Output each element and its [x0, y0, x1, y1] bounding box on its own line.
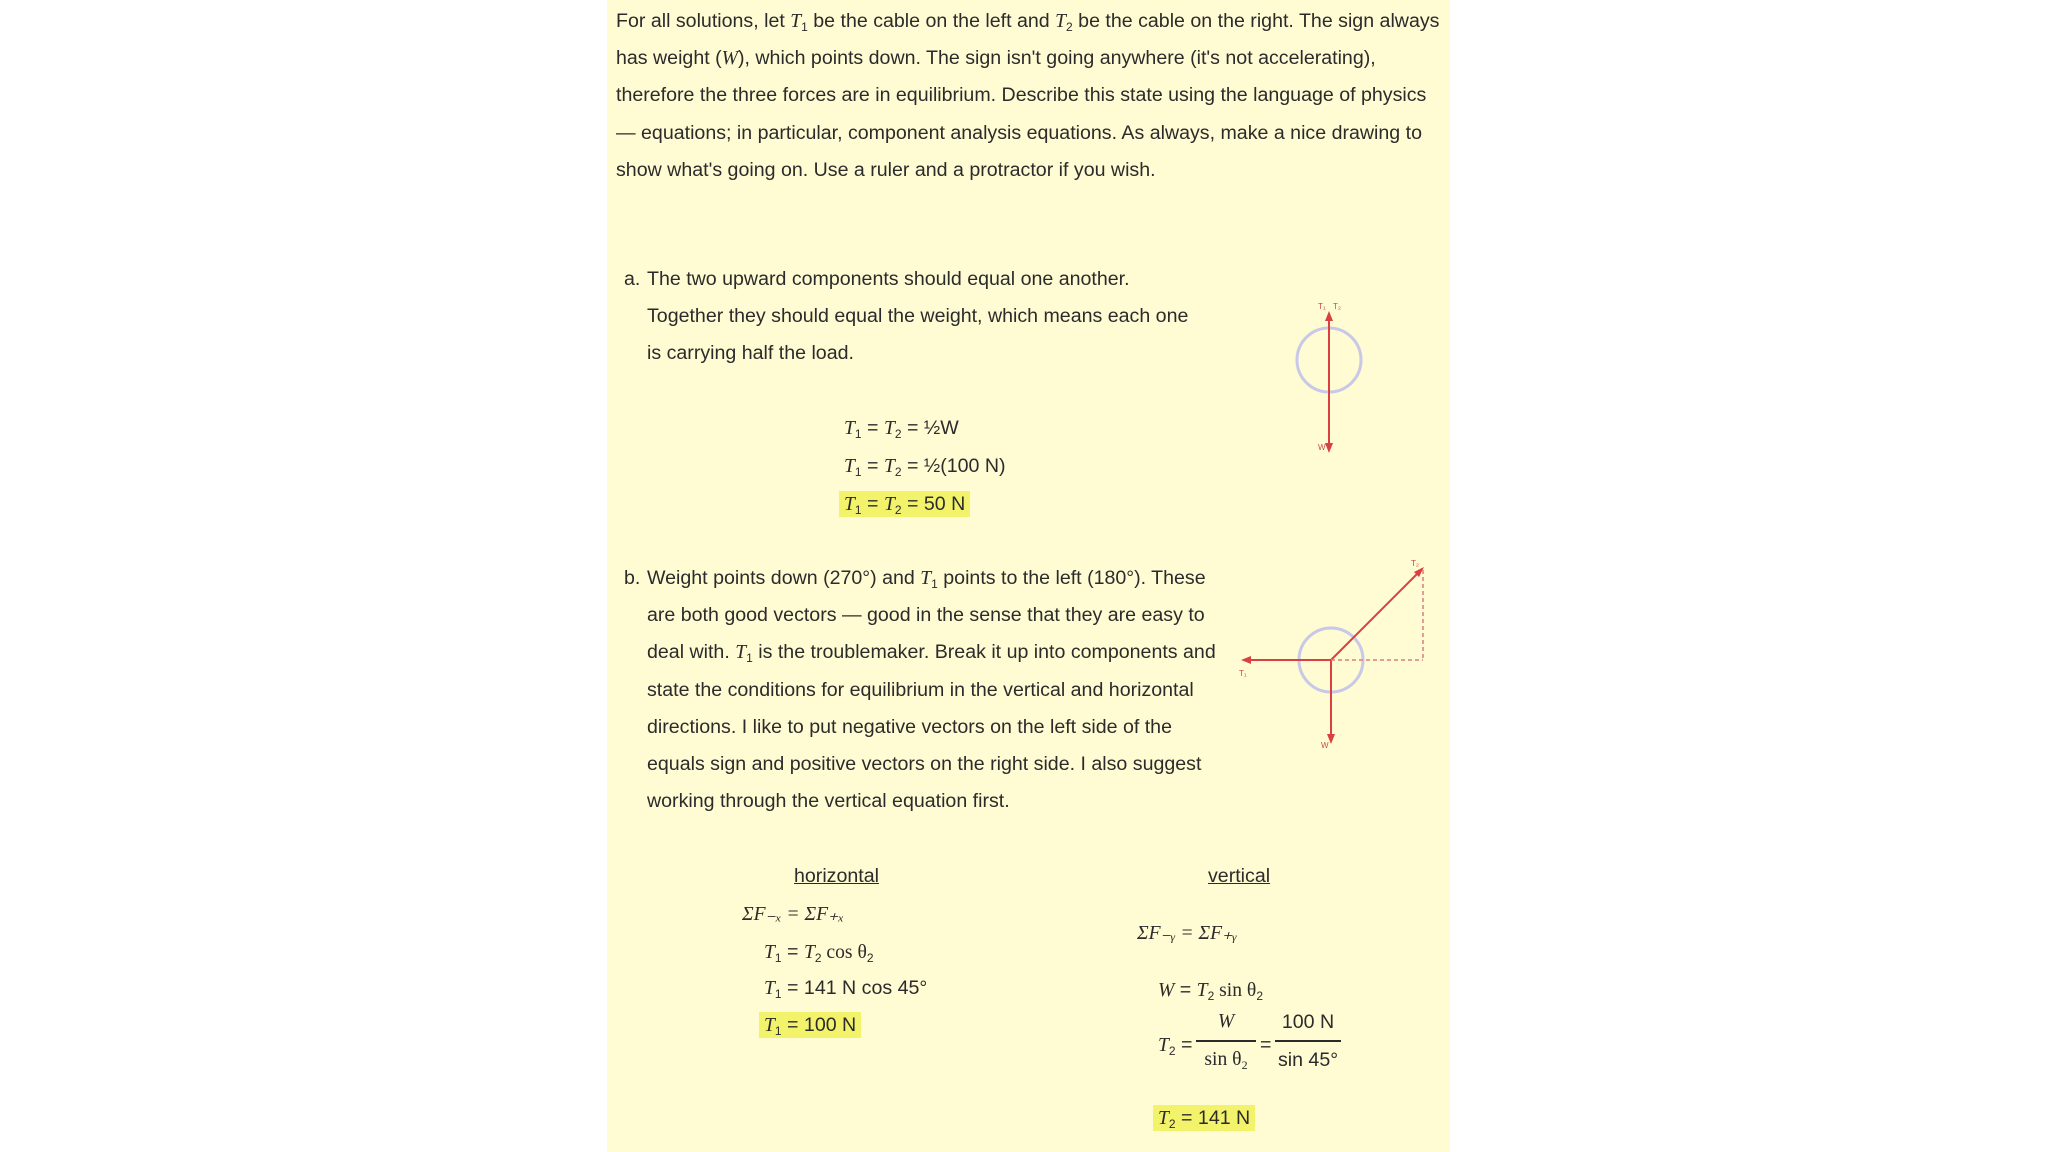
t2-vector — [1331, 569, 1422, 660]
intro-paragraph: For all solutions, let $T_1$ be the cable on the left and $T_2$ be the cable on the right. The sign always has weight (W), which points down. The sign isn't going anywhere (it's not accelerating), therefore the three forces are in equilibrium. Describe this state using the language of physics — equations; in particular, component analysis equations. As always, make a nice drawing to show what's going on. Use a ruler and a protractor if you wish. — [616, 10, 1440, 181]
vertical-eq2: $W = T_2$ $\sin \theta_2$ — [1158, 979, 1264, 1003]
vertical-heading: vertical — [1208, 865, 1271, 887]
part-a-letter: a. — [624, 268, 641, 290]
horizontal-eq1: ΣF₋ₓ = ΣF₊ₓ — [742, 904, 845, 925]
horizontal-eq4-answer: $T_1 = 100$ N — [764, 1013, 861, 1038]
label-w: W — [1318, 443, 1326, 452]
label-t2: T₂ — [1333, 302, 1341, 311]
label-w: W — [1321, 741, 1329, 750]
part-a-diagram — [1280, 295, 1360, 455]
vertical-fraction-2 — [1275, 1010, 1341, 1072]
part-a-eq2: $T_1 = T_2$ = ½(100 N) — [844, 455, 1006, 479]
arrow-down-icon — [1325, 443, 1333, 453]
arrow-up-icon — [1325, 311, 1333, 321]
horizontal-eq2: $T_1 = T_2$ $\cos \theta_2$ — [764, 941, 874, 965]
fraction-2-numerator: 100 N — [1275, 1010, 1341, 1042]
fraction-1-denominator: $\sin \theta_2$ — [1204, 1049, 1248, 1072]
part-b-diagram — [1235, 560, 1435, 755]
vertical-eq3-lhs: $T_2$ = — [1158, 1034, 1193, 1058]
horizontal-heading: horizontal — [794, 865, 879, 887]
label-t1: T₁ — [1239, 669, 1247, 678]
label-t1: T₁ — [1318, 302, 1326, 311]
label-t2: T₂ — [1411, 559, 1419, 568]
fraction-1-numerator: W — [1196, 1010, 1256, 1042]
vertical-eq4-answer: $T_2 = 141$ N — [1158, 1106, 1255, 1131]
fraction-2-denominator: sin 45° — [1277, 1049, 1339, 1071]
arrow-left-icon — [1241, 656, 1251, 664]
vertical-eq3-equals: = — [1260, 1034, 1272, 1056]
part-a-text: The two upward components should equal one another. Together they should equal the weight, which means each one is carrying half the load. — [647, 268, 1189, 365]
part-b-text: Weight points down (270°) and $T_1$ points to the left (180°). These are both good vectors — good in the sense that they are easy to deal with. $T_1$ is the troublemaker. Break it up into components and state the conditions for equilibrium in the vertical and horizontal directions. I like to put negative vectors on the left side of the equals sign and positive vectors on the right side. I also suggest working through the vertical equation first. — [647, 567, 1216, 813]
part-a-eq3-answer: $T_1 = T_2 = 50$ N — [844, 492, 970, 517]
part-b-letter: b. — [624, 567, 641, 589]
vertical-fraction-1 — [1196, 1010, 1256, 1072]
part-a-eq1: $T_1 = T_2$ = ½W — [844, 417, 959, 441]
horizontal-eq3: $T_1 = 141$ N cos 45° — [764, 977, 928, 1001]
vertical-eq1: ΣF₋ᵧ = ΣF₊ᵧ — [1137, 923, 1237, 944]
